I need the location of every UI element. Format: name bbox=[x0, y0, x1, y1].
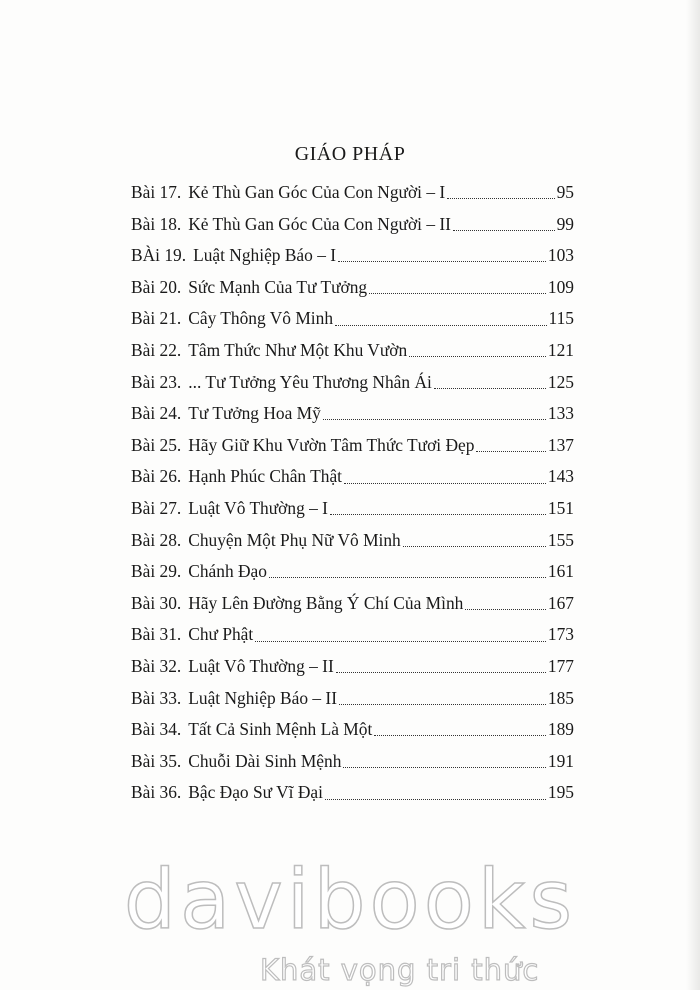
toc-entry-page: 189 bbox=[547, 719, 574, 740]
toc-entry-title: Luật Nghiệp Báo – I bbox=[193, 245, 337, 266]
toc-entry bbox=[131, 240, 574, 272]
toc-dot-leader bbox=[434, 388, 546, 389]
toc-entry-title: ... Tư Tưởng Yêu Thương Nhân Ái bbox=[188, 371, 432, 392]
toc-entry-number: BÀi 19. bbox=[131, 245, 187, 266]
toc-dot-leader bbox=[343, 767, 546, 768]
toc-entry-page: 99 bbox=[556, 213, 574, 234]
toc-entry-number: Bài 20. bbox=[131, 276, 182, 297]
toc-entry-page: 185 bbox=[547, 687, 574, 708]
toc-entry-title: Bậc Đạo Sư Vĩ Đại bbox=[188, 782, 323, 803]
toc-entry-title: Hãy Lên Đường Bằng Ý Chí Của Mình bbox=[188, 592, 464, 613]
toc-entry-page: 125 bbox=[547, 371, 574, 392]
toc-dot-leader bbox=[323, 419, 546, 420]
toc-entry-number: Bài 34. bbox=[131, 719, 182, 740]
toc-entry bbox=[131, 461, 574, 493]
toc-entry-number: Bài 30. bbox=[131, 592, 182, 613]
toc-dot-leader bbox=[369, 293, 546, 294]
toc-entry-page: 143 bbox=[547, 466, 574, 487]
toc-entry-page: 103 bbox=[547, 245, 574, 266]
toc-dot-leader bbox=[476, 451, 545, 452]
toc-dot-leader bbox=[325, 799, 546, 800]
toc-dot-leader bbox=[453, 230, 555, 231]
toc-entry bbox=[131, 683, 574, 715]
toc-entry-number: Bài 36. bbox=[131, 782, 182, 803]
toc-entry-title: Chuyện Một Phụ Nữ Vô Minh bbox=[188, 529, 401, 550]
toc-entry-page: 115 bbox=[548, 308, 574, 329]
toc-entry-number: Bài 32. bbox=[131, 655, 182, 676]
toc-entry-page: 167 bbox=[547, 592, 574, 613]
toc-entry-number: Bài 35. bbox=[131, 750, 182, 771]
toc-dot-leader bbox=[338, 261, 546, 262]
toc-entry-title: Chư Phật bbox=[188, 624, 254, 645]
toc-entry-number: Bài 29. bbox=[131, 561, 182, 582]
toc-entry-number: Bài 25. bbox=[131, 434, 182, 455]
toc-entry-title: Tất Cả Sinh Mệnh Là Một bbox=[188, 719, 373, 740]
toc-entry-number: Bài 31. bbox=[131, 624, 182, 645]
toc-entry bbox=[131, 430, 574, 462]
toc-entry-page: 195 bbox=[547, 782, 574, 803]
toc-entry-number: Bài 21. bbox=[131, 308, 182, 329]
toc-entry-number: Bài 24. bbox=[131, 403, 182, 424]
toc-dot-leader bbox=[374, 735, 546, 736]
toc-entry-title: Kẻ Thù Gan Góc Của Con Người – II bbox=[188, 213, 451, 234]
toc-entry bbox=[131, 335, 574, 367]
toc-entry-page: 133 bbox=[547, 403, 574, 424]
toc-entry-title: Hạnh Phúc Chân Thật bbox=[188, 466, 343, 487]
toc-entry bbox=[131, 303, 574, 335]
toc-entry-title: Luật Nghiệp Báo – II bbox=[188, 687, 337, 708]
toc-entry bbox=[131, 525, 574, 557]
toc-entry-page: 137 bbox=[547, 434, 574, 455]
toc-entry-number: Bài 28. bbox=[131, 529, 182, 550]
toc-entry bbox=[131, 746, 574, 778]
toc-entry-number: Bài 26. bbox=[131, 466, 182, 487]
toc-entry bbox=[131, 651, 574, 683]
toc-dot-leader bbox=[465, 609, 546, 610]
toc-dot-leader bbox=[330, 514, 546, 515]
toc-entry-title: Cây Thông Vô Minh bbox=[188, 308, 334, 329]
toc-entry bbox=[131, 619, 574, 651]
toc-entry-page: 161 bbox=[547, 561, 574, 582]
toc-entry-title: Kẻ Thù Gan Góc Của Con Người – I bbox=[188, 182, 446, 202]
toc-entry-title: Chánh Đạo bbox=[188, 561, 267, 582]
toc-entry bbox=[131, 177, 574, 209]
toc-dot-leader bbox=[269, 577, 546, 578]
toc-entry-page: 95 bbox=[556, 182, 574, 202]
toc-dot-leader bbox=[409, 356, 546, 357]
toc-entry bbox=[131, 493, 574, 525]
toc-entry-title: Tâm Thức Như Một Khu Vườn bbox=[188, 339, 408, 360]
toc-entry-number: Bài 22. bbox=[131, 339, 182, 360]
toc-entry-page: 109 bbox=[547, 276, 574, 297]
toc-entry-number: Bài 33. bbox=[131, 687, 182, 708]
toc-entry bbox=[131, 398, 574, 430]
toc-entry-number: Bài 17. bbox=[131, 182, 182, 202]
toc-dot-leader bbox=[335, 325, 547, 326]
toc-entry-title: Luật Vô Thường – I bbox=[188, 497, 328, 518]
toc-entry bbox=[131, 367, 574, 399]
toc-entry-number: Bài 18. bbox=[131, 213, 182, 234]
watermark-tagline: Khát vọng tri thức bbox=[260, 953, 540, 987]
toc-entry-title: Chuỗi Dài Sinh Mệnh bbox=[188, 750, 342, 771]
toc-entry-page: 121 bbox=[547, 339, 574, 360]
table-of-contents bbox=[131, 177, 574, 809]
toc-entry bbox=[131, 777, 574, 809]
toc-entry-page: 191 bbox=[547, 750, 574, 771]
toc-entry-title: Luật Vô Thường – II bbox=[188, 655, 334, 676]
toc-entry bbox=[131, 588, 574, 620]
toc-entry-page: 177 bbox=[547, 655, 574, 676]
section-heading: GIÁO PHÁP bbox=[294, 143, 406, 165]
toc-entry-page: 151 bbox=[547, 497, 574, 518]
toc-entry-title: Sức Mạnh Của Tư Tưởng bbox=[188, 276, 368, 297]
toc-entry-page: 155 bbox=[547, 529, 574, 550]
toc-entry-number: Bài 23. bbox=[131, 371, 182, 392]
toc-dot-leader bbox=[336, 672, 546, 673]
toc-dot-leader bbox=[447, 198, 554, 199]
toc-entry-title: Hãy Giữ Khu Vườn Tâm Thức Tươi Đẹp bbox=[188, 434, 475, 455]
toc-dot-leader bbox=[339, 704, 546, 705]
toc-dot-leader bbox=[255, 641, 546, 642]
toc-entry-page: 173 bbox=[547, 624, 574, 645]
toc-entry bbox=[131, 714, 574, 746]
toc-entry bbox=[131, 556, 574, 588]
toc-entry bbox=[131, 209, 574, 241]
toc-dot-leader bbox=[403, 546, 546, 547]
watermark-brand: davibooks bbox=[123, 853, 577, 948]
toc-entry-title: Tư Tưởng Hoa Mỹ bbox=[188, 403, 321, 424]
toc-entry-number: Bài 27. bbox=[131, 497, 182, 518]
toc-dot-leader bbox=[344, 483, 546, 484]
toc-entry bbox=[131, 272, 574, 304]
